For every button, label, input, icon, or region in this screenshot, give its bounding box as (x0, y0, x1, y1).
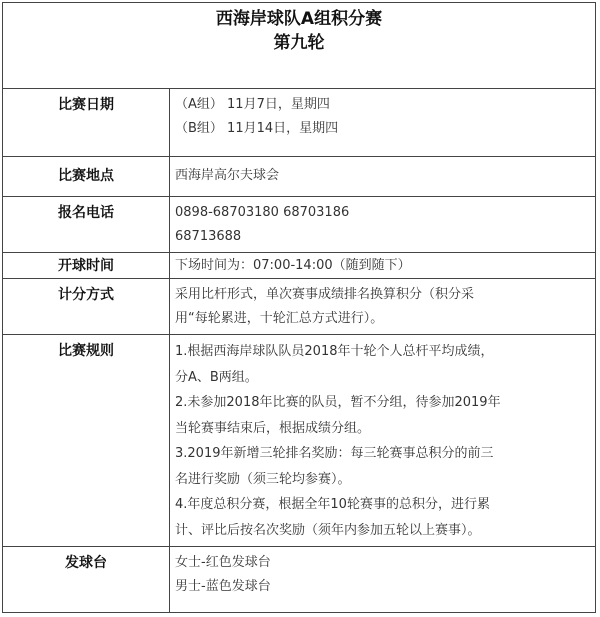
rule-line: 2.未参加2018年比赛的队员，暂不分组，待参加2019年 (175, 395, 501, 410)
rule-line: 3.2019年新增三轮排名奖励：每三轮赛事总积分的前三 (175, 446, 494, 461)
content-date (175, 93, 587, 141)
label-date: 比赛日期 (58, 97, 114, 113)
tee-line: 女士-红色发球台 (175, 555, 271, 570)
row-scoring (3, 279, 595, 335)
rule-line: 当轮赛事结束后，根据成绩分组。 (175, 420, 371, 436)
phone-line: 0898-68703180 68703186 (175, 205, 350, 220)
content-rules (175, 339, 587, 543)
date-line: （B组） 11月14日，星期四 (175, 121, 339, 136)
column-divider (169, 335, 170, 547)
title-line-1: 西海岸球队A组积分赛 (215, 9, 383, 29)
column-divider (169, 197, 170, 253)
venue-line: 西海岸高尔夫球会 (175, 168, 280, 183)
content-tee (175, 551, 587, 599)
scoring-line: 用“每轮累进，十轮汇总方式进行）。 (175, 311, 384, 326)
row-rules (3, 335, 595, 547)
label-phone: 报名电话 (58, 205, 114, 221)
row-tee-time (3, 253, 595, 279)
row-venue (3, 157, 595, 197)
column-divider (169, 157, 170, 197)
date-line: （A组） 11月7日，星期四 (175, 97, 330, 112)
tee-time-line: 下场时间为：07:00-14:00（随到随下） (175, 258, 411, 273)
row-phone (3, 197, 595, 253)
content-phone (175, 201, 587, 249)
scoring-line: 采用比杆形式，单次赛事成绩排名换算积分（积分采 (175, 287, 475, 302)
label-scoring: 计分方式 (58, 287, 114, 303)
column-divider (169, 89, 170, 157)
row-tee (3, 547, 595, 612)
title-line-2: 第九轮 (273, 33, 325, 53)
content-venue (175, 164, 587, 188)
column-divider (169, 253, 170, 279)
rule-line: 计、评比后按名次奖励（须年内参加五轮以上赛事）。 (175, 522, 481, 538)
row-date (3, 89, 595, 157)
rule-line: 分A、B两组。 (175, 369, 258, 385)
label-venue: 比赛地点 (58, 168, 114, 184)
content-scoring (175, 283, 587, 331)
column-divider (169, 279, 170, 335)
rule-line: 4.年度总积分赛，根据全年10轮赛事的总积分，进行累 (175, 497, 490, 512)
label-rules: 比赛规则 (58, 343, 114, 359)
tee-line: 男士-蓝色发球台 (175, 579, 271, 594)
table-title (3, 3, 595, 89)
rule-line: 1.根据西海岸球队队员2018年十轮个人总杆平均成绩， (175, 344, 494, 359)
phone-line: 68713688 (175, 229, 242, 244)
rule-line: 名进行奖励（须三轮均参赛）。 (175, 471, 351, 487)
label-tee: 发球台 (65, 555, 107, 571)
info-table (2, 2, 596, 613)
content-tee-time (175, 254, 587, 278)
label-tee-time: 开球时间 (58, 258, 114, 274)
column-divider (169, 547, 170, 612)
